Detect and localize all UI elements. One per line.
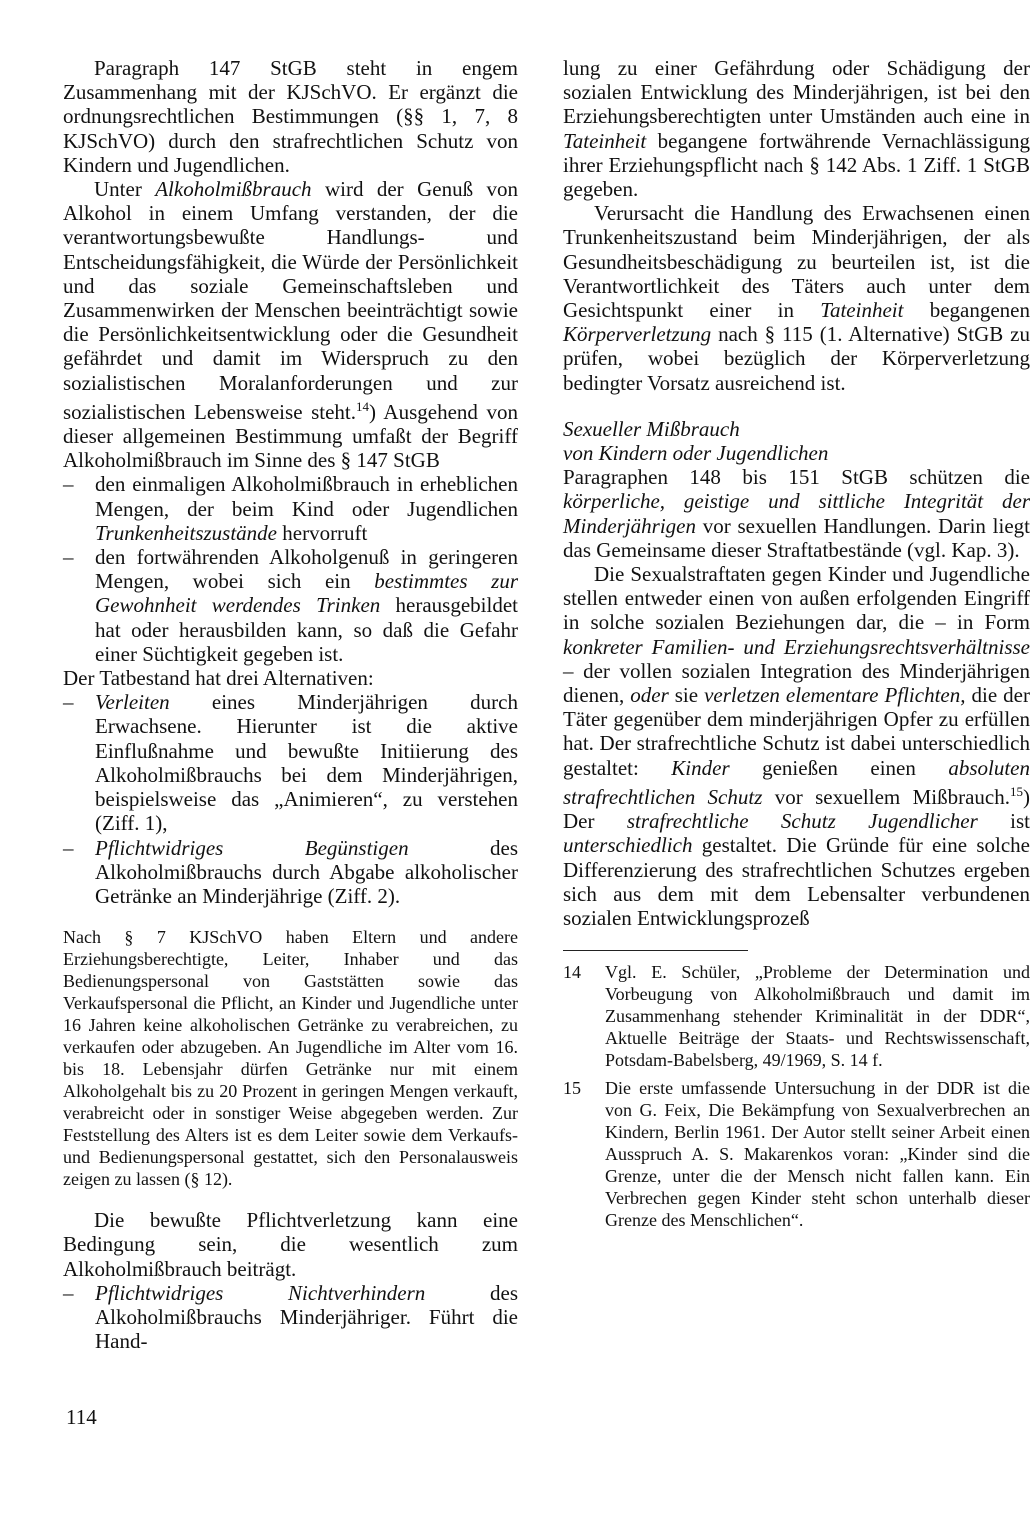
paragraph: Paragraph 147 StGB steht in engem Zusammenhang mit der KJSchVO. Er ergänzt die ordnungsrechtlichen Bestimmungen (§§ 1, 7, 8 KJSchVO) durch den strafrechtlichen Schutz von Kindern und Jugendlichen.	[63, 56, 518, 177]
list-item: – den einmaligen Alkoholmißbrauch in erheblichen Mengen, der beim Kind oder Jugendlichen Trunkenheitszustände hervorruft	[63, 472, 518, 545]
paragraph: Paragraphen 148 bis 151 StGB schützen die körperliche, geistige und sittliche Integrität der Minderjährigen vor sexuellen Handlungen. Darin liegt das Gemeinsame dieser Straftatbestände (vgl. Kap. 3).	[563, 465, 1030, 562]
paragraph: Die Sexualstraftaten gegen Kinder und Jugendliche stellen entweder einen von außen erfolgenden Eingriff in solche sozialen Beziehungen dar, die – in Form konkreter Familien- und Erziehungsrechtsverhältnisse – der vollen sozialen Integration des Minderjährigen dienen, oder sie verletzen elementare Pflichten, die der Täter gegenüber dem minderjährigen Opfer zu erfüllen hat. Der strafrechtliche Schutz ist dabei unterschiedlich gestaltet: Kinder genießen einen absoluten strafrechtlichen Schutz vor sexuellem Mißbrauch.$^{15}$) Der strafrechtliche Schutz Jugendlicher ist unterschiedlich gestaltet. Die Gründe für eine solche Differenzierung des strafrechtlichen Schutzes ergeben sich aus dem mit dem Lebensalter verbundenen sozialen Entwicklungsprozeß	[563, 562, 1030, 930]
list-item: – Pflichtwidriges Begünstigen des Alkoholmißbrauchs durch Abgabe alkoholischer Getränke an Minderjährige (Ziff. 2).	[63, 835, 519, 908]
section-heading: von Kindern oder Jugendlichen	[563, 441, 829, 466]
list-item: – Verleiten eines Minderjährigen durch Erwachsene. Hierunter ist die aktive Einflußnahme und bewußte Initiierung des Alkoholmißbrauchs bei dem Minderjährigen, beispielsweise das „Animieren“, zu verstehen (Ziff. 1),	[63, 690, 518, 836]
paragraph: Unter Alkoholmißbrauch wird der Genuß von Alkohol in einem Umfang verstanden, der die verantwortungsbewußte Handlungs- und Entscheidungsfähigkeit, die Würde der Persönlichkeit und das soziale Gemeinschaftsleben und Zusammenwirken der Menschen beeinträchtigt sowie die Persönlichkeitsentwicklung oder die Gesundheit gefährdet und damit im Widerspruch zu den sozialistischen Moralanforderungen und zur sozialistischen Lebensweise steht.$^{14}$) Ausgehend von dieser allgemeinen Bestimmung umfaßt der Begriff Alkoholmißbrauch im Sinne des § 147 StGB	[63, 177, 518, 473]
paragraph: lung zu einer Gefährdung oder Schädigung der sozialen Entwicklung des Minderjährigen, ist bei den Erziehungsberechtigten unter Umständen auch eine in Tateinheit begangene fortwährende Vernachlässigung ihrer Erziehungspflicht nach § 142 Abs. 1 Ziff. 1 StGB gegeben.	[563, 56, 1030, 202]
footnote: 14 Vgl. E. Schüler, „Probleme der Determination und Vorbeugung von Alkoholmißbrauch und damit im Zusammenhang stehender Kriminalität in der DDR“, Aktuelle Beiträge der Staats- und Rechtswissenschaft, Potsdam-Babelsberg, 49/1969, S. 14 f.	[563, 962, 1030, 1071]
list-item: – Pflichtwidriges Nichtverhindern des Alkoholmißbrauchs Minderjähriger. Führt die Hand-	[63, 1280, 518, 1354]
right-column	[563, 56, 1030, 1231]
footnote-ref[interactable]: 15	[1010, 783, 1023, 799]
left-column	[63, 56, 518, 1353]
section-heading: Sexueller Mißbrauch	[563, 416, 740, 441]
footnote-ref[interactable]: 14	[356, 398, 370, 414]
paragraph: Der Tatbestand hat drei Alternativen:	[63, 666, 374, 691]
footnote: 15 Die erste umfassende Untersuchung in der DDR ist die von G. Feix, Die Bekämpfung von Sexualverbrechen an Kindern, Berlin 1961. Der Autor stellt seiner Arbeit einen Ausspruch A. S. Makarenkos voran: „Kinder sind die Grenze, unter die der Mensch nicht fallen kann. Ein Verbrechen gegen Kinder steht schon unterhalb dieser Grenze des Menschlichen“.	[563, 1078, 1030, 1231]
paragraph: Verursacht die Handlung des Erwachsenen einen Trunkenheitszustand beim Minderjährigen, der als Gesundheitsbeschädigung zu beurteilen ist, ist die Verantwortlichkeit des Täters auch unter dem Gesichtspunkt einer in Tateinheit begangenen Körperverletzung nach § 115 (1. Alternative) StGB zu prüfen, wobei bezüglich der Körperverletzung bedingter Vorsatz ausreichend ist.	[563, 201, 1030, 395]
list-item: – den fortwährenden Alkoholgenuß in geringeren Mengen, wobei sich ein bestimmtes zur Gewohnheit werdendes Trinken herausgebildet hat oder herausbilden kann, so daß die Gefahr einer Süchtigkeit gegeben ist.	[63, 545, 519, 666]
paragraph: Die bewußte Pflichtverletzung kann eine Bedingung sein, die wesentlich zum Alkoholmißbrauch beiträgt.	[63, 1208, 518, 1281]
footnote-divider	[563, 950, 748, 951]
small-print-note: Nach § 7 KJSchVO haben Eltern und andere Erziehungsberechtigte, Leiter, Inhaber und das Bedienungspersonal von Gaststätten sowie das Verkaufspersonal die Pflicht, an Kinder und Jugendliche unter 16 Jahren keine alkoholischen Getränke zu verabreichen, zu verkaufen oder abzugeben. An Jugendliche im Alter vom 16. bis 18. Lebensjahr dürfen Getränke nur mit einem Alkoholgehalt bis zu 20 Prozent in geringen Mengen verkauft, verabreicht oder in sonstiger Weise abgegeben werden. Zur Feststellung des Alters ist es dem Leiter sowie dem Verkaufs- und Bedienungspersonal gestattet, sich den Personalausweis zeigen zu lassen (§ 12).	[63, 927, 518, 1190]
page-number: 114	[66, 1405, 97, 1429]
